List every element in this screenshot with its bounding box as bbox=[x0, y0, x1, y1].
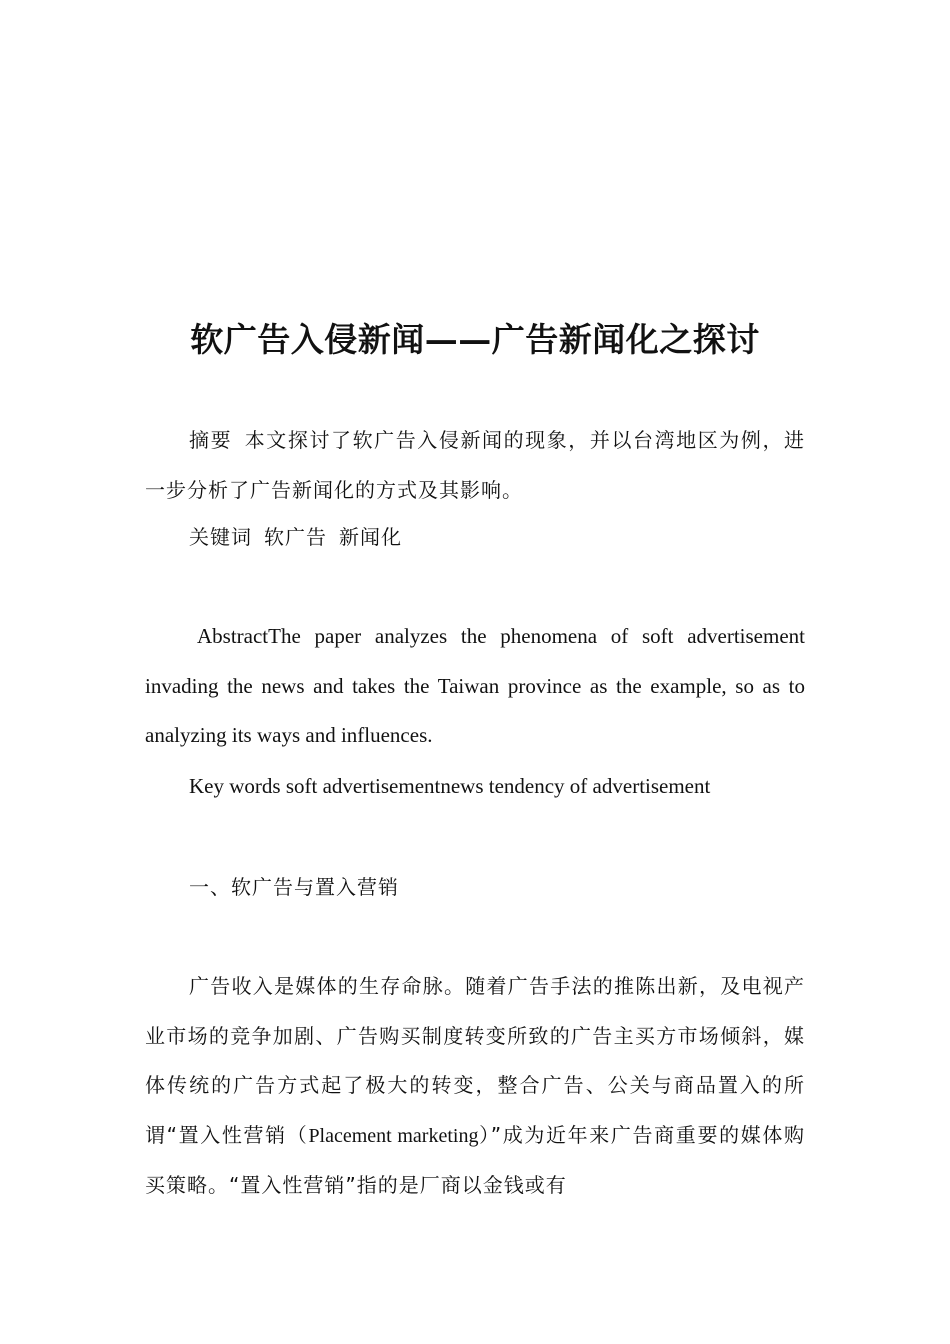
body-english-term: Placement marketing bbox=[308, 1124, 479, 1147]
keywords-cn bbox=[189, 522, 402, 552]
body-paragraph bbox=[145, 962, 805, 1211]
document-title: 软广告入侵新闻——广告新闻化之探讨 bbox=[190, 320, 760, 359]
keywords-cn-item: 软广告 bbox=[264, 525, 327, 549]
keywords-cn-item: 新闻化 bbox=[339, 525, 402, 549]
abstract-cn-label: 摘要 bbox=[189, 428, 233, 452]
body-text-part1: 广告收入是媒体的生存命脉。随着广告手法的推陈出新，及电视产业市场的竞争加剧、广告购买制度转变所致的广告主买方市场倾斜，媒体传统的广告方式起了极大的转变，整合广告、公关与商品置入的所谓“置入性营销（ bbox=[145, 974, 805, 1147]
section-heading: 一、软广告与置入营销 bbox=[189, 875, 399, 899]
abstract-en: AbstractThe paper analyzes the phenomena of soft advertisement invading the news and takes the Taiwan province as the example, so as to analyzing its ways and influences. bbox=[145, 624, 805, 747]
body-text-part2: ）”成为近年来广告商重要的媒体购买策略。“置入性营销”指的是厂商以金钱或有 bbox=[145, 1122, 805, 1197]
keywords-cn-label: 关键词 bbox=[189, 525, 252, 549]
abstract-cn bbox=[145, 416, 805, 515]
keywords-en: Key words soft advertisementnews tendency of advertisement bbox=[189, 774, 711, 798]
abstract-cn-text: 本文探讨了软广告入侵新闻的现象，并以台湾地区为例，进一步分析了广告新闻化的方式及其影响。 bbox=[145, 428, 806, 502]
